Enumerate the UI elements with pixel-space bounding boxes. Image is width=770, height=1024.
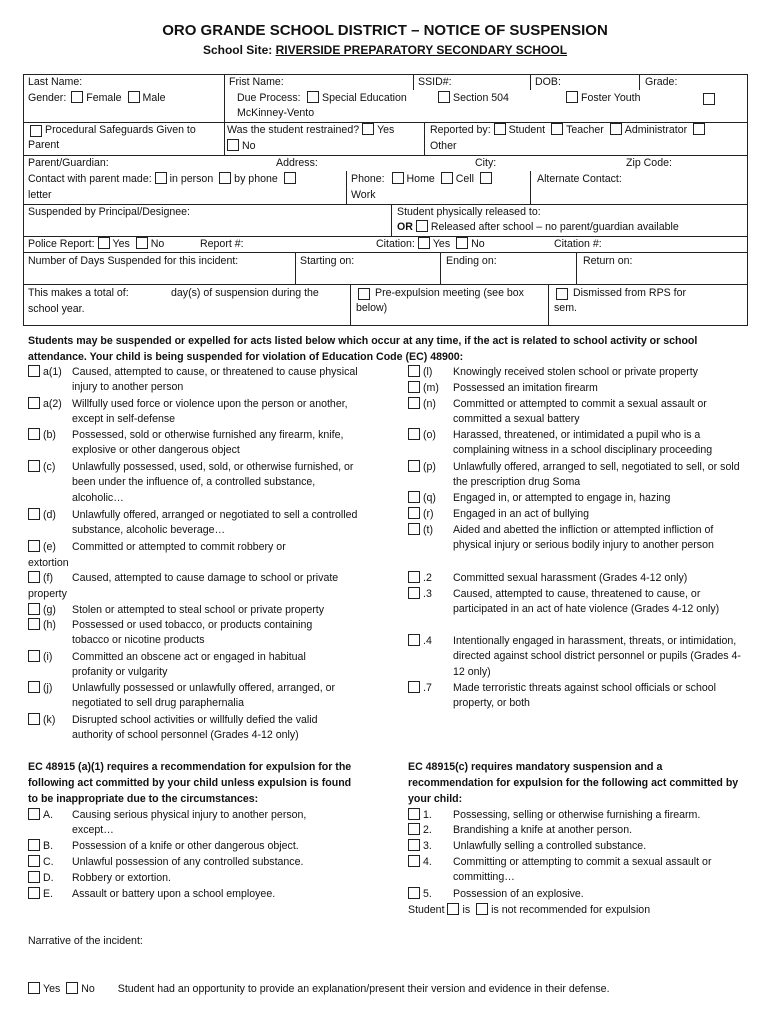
- ec48915c-checkbox[interactable]: [408, 855, 420, 867]
- dismissed-label: Dismissed from RPS for sem.: [554, 287, 687, 315]
- reported-admin-label: Administrator: [624, 124, 688, 136]
- city-field[interactable]: City:: [475, 157, 497, 169]
- citation-yes-checkbox[interactable]: [418, 237, 430, 249]
- opportunity-yes-checkbox[interactable]: [28, 982, 40, 994]
- by-phone-checkbox[interactable]: [219, 172, 231, 184]
- female-checkbox[interactable]: [71, 91, 83, 103]
- restrained-yes-checkbox[interactable]: [362, 123, 374, 135]
- work-label: Work: [351, 189, 376, 201]
- reported-student-label: Student: [508, 124, 546, 136]
- police-report-label: Police Report:: [28, 238, 95, 250]
- phone-label: Phone:: [351, 173, 385, 185]
- section504-checkbox[interactable]: [438, 91, 450, 103]
- foster-label: Foster Youth: [581, 92, 641, 104]
- address-field[interactable]: Address:: [276, 157, 318, 169]
- female-label: Female: [86, 92, 122, 104]
- violation-checkbox[interactable]: [28, 603, 40, 615]
- restrained-no-checkbox[interactable]: [227, 139, 239, 151]
- opportunity-yes-label: Yes: [43, 983, 61, 995]
- reported-admin-checkbox[interactable]: [610, 123, 622, 135]
- ec48915a-checkbox[interactable]: [28, 871, 40, 883]
- citation-row: [376, 237, 485, 252]
- expulsion-recommendation-row: [408, 903, 650, 918]
- reported-other-checkbox[interactable]: [693, 123, 705, 135]
- restrained-row: [227, 123, 394, 138]
- grade-field[interactable]: Grade:: [645, 76, 678, 88]
- violation-checkbox[interactable]: [408, 523, 420, 535]
- contact-row: [28, 172, 299, 187]
- or-label: OR: [397, 221, 413, 233]
- ec48915a-checkbox[interactable]: [28, 855, 40, 867]
- ssid-field[interactable]: SSID#:: [418, 76, 452, 88]
- reported-student-checkbox[interactable]: [494, 123, 506, 135]
- return-on-field[interactable]: Return on:: [583, 255, 633, 267]
- cell-label: Cell: [455, 173, 474, 185]
- violation-f-cont: property: [28, 588, 67, 600]
- violation-checkbox[interactable]: [28, 365, 40, 377]
- school-site: [0, 42, 770, 59]
- male-label: Male: [142, 92, 166, 104]
- page-title: ORO GRANDE SCHOOL DISTRICT – NOTICE OF SUSPENSION: [162, 22, 608, 39]
- restrained-label: Was the student restrained?: [227, 124, 360, 136]
- days-suspended-field[interactable]: Number of Days Suspended for this incident:: [28, 255, 239, 267]
- violation-checkbox[interactable]: [408, 571, 420, 583]
- total-of-label[interactable]: This makes a total of:: [28, 287, 129, 299]
- school-site-label: School Site:: [202, 43, 273, 57]
- police-yes-checkbox[interactable]: [98, 237, 110, 249]
- zip-field[interactable]: Zip Code:: [626, 157, 672, 169]
- violation-checkbox[interactable]: [28, 460, 40, 472]
- restrained-no-option: [227, 139, 256, 154]
- police-no-checkbox[interactable]: [136, 237, 148, 249]
- ec48915a-heading: EC 48915 (a)(1) requires a recommendation for expulsion for the following act committed by your child unless expulsion is found to be inappropriate due to the circumstances:: [28, 761, 352, 805]
- school-year-label: school year.: [28, 303, 85, 315]
- gender-label: Gender:: [28, 92, 67, 104]
- violation-checkbox[interactable]: [408, 365, 420, 377]
- in-person-checkbox[interactable]: [155, 172, 167, 184]
- opportunity-row: [28, 982, 610, 997]
- police-no-label: No: [150, 238, 165, 250]
- reported-by-label: Reported by:: [430, 124, 491, 136]
- work-checkbox[interactable]: [480, 172, 492, 184]
- recommended-is-label: is: [462, 904, 471, 916]
- by-phone-label: by phone: [234, 173, 278, 185]
- recommended-is-checkbox[interactable]: [447, 903, 459, 915]
- reported-by-row: [430, 123, 708, 138]
- ec48915c-checkbox[interactable]: [408, 839, 420, 851]
- pre-expulsion-label: Pre-expulsion meeting (see box below): [356, 287, 524, 315]
- violation-checkbox[interactable]: [28, 650, 40, 662]
- violation-checkbox[interactable]: [408, 507, 420, 519]
- violation-checkbox[interactable]: [28, 713, 40, 725]
- violation-checkbox[interactable]: [28, 618, 40, 630]
- first-name-field[interactable]: Frist Name:: [229, 76, 284, 88]
- reported-teacher-checkbox[interactable]: [551, 123, 563, 135]
- violation-checkbox[interactable]: [28, 508, 40, 520]
- starting-on-field[interactable]: Starting on:: [300, 255, 355, 267]
- citation-no-checkbox[interactable]: [456, 237, 468, 249]
- violations-intro: Students may be suspended or expelled for acts listed below which occur at any time, if the act is related to school activity or school attendance. Your child is being suspended for violation of Education Code (EC) 48900:: [28, 335, 698, 363]
- ec48915a-checkbox[interactable]: [28, 887, 40, 899]
- restrained-no-label: No: [242, 140, 256, 152]
- days-during-label: day(s) of suspension during the: [171, 287, 319, 299]
- police-report-row: [28, 237, 164, 252]
- violation-checkbox[interactable]: [408, 681, 420, 693]
- violation-e-cont: extortion: [28, 557, 69, 569]
- violation-checkbox[interactable]: [28, 540, 40, 552]
- citation-num-field[interactable]: Citation #:: [554, 238, 602, 250]
- foster-option: [566, 91, 641, 106]
- citation-yes-label: Yes: [432, 238, 451, 250]
- citation-label: Citation:: [376, 238, 415, 250]
- released-to-label: Student physically released to:: [397, 206, 541, 218]
- reported-teacher-label: Teacher: [566, 124, 604, 136]
- police-yes-label: Yes: [112, 238, 130, 250]
- special-ed-option: [307, 91, 407, 106]
- opportunity-no-label: No: [81, 983, 95, 995]
- parent-guardian-field[interactable]: Parent/Guardian:: [28, 157, 109, 169]
- violation-checkbox[interactable]: [28, 428, 40, 440]
- violation-checkbox[interactable]: [408, 381, 420, 393]
- phone-row: [351, 172, 495, 187]
- section504-option: [438, 91, 509, 106]
- ec48915c-checkbox[interactable]: [408, 887, 420, 899]
- opportunity-text: Student had an opportunity to provide an explanation/present their version and evidence in their defense.: [117, 983, 610, 995]
- violation-checkbox[interactable]: [408, 460, 420, 472]
- ec48915a-checkbox[interactable]: [28, 808, 40, 820]
- released-after-checkbox[interactable]: [416, 220, 428, 232]
- released-after-label: Released after school – no parent/guardian available: [430, 221, 679, 233]
- school-site-name: RIVERSIDE PREPARATORY SECONDARY SCHOOL: [275, 43, 568, 57]
- ec48915c-checkbox[interactable]: [408, 808, 420, 820]
- ec48915a-checkbox[interactable]: [28, 839, 40, 851]
- mckinney-checkbox[interactable]: [703, 93, 715, 105]
- safeguards-label: Procedural Safeguards Given to Parent: [28, 124, 196, 152]
- in-person-label: in person: [169, 173, 214, 185]
- ending-on-field[interactable]: Ending on:: [446, 255, 497, 267]
- male-checkbox[interactable]: [128, 91, 140, 103]
- reported-other-label: Other: [430, 140, 457, 152]
- last-name-field[interactable]: Last Name:: [28, 76, 83, 88]
- restrained-yes-label: Yes: [377, 124, 395, 136]
- home-label: Home: [406, 173, 435, 185]
- letter-checkbox[interactable]: [284, 172, 296, 184]
- violation-checkbox[interactable]: [28, 681, 40, 693]
- cell-checkbox[interactable]: [441, 172, 453, 184]
- opportunity-no-checkbox[interactable]: [66, 982, 78, 994]
- mckinney-label: McKinney-Vento: [237, 107, 315, 119]
- violation-checkbox[interactable]: [408, 428, 420, 440]
- special-ed-checkbox[interactable]: [307, 91, 319, 103]
- report-num-field[interactable]: Report #:: [200, 238, 244, 250]
- due-process-label: Due Process:: [237, 92, 301, 104]
- recommended-not-checkbox[interactable]: [476, 903, 488, 915]
- ec48915c-heading: EC 48915(c) requires mandatory suspension and a recommendation for expulsion for the following act committed by your child:: [408, 761, 739, 805]
- special-ed-label: Special Education: [322, 92, 407, 104]
- section504-label: Section 504: [453, 92, 509, 104]
- violation-checkbox[interactable]: [408, 491, 420, 503]
- violation-checkbox[interactable]: [408, 634, 420, 646]
- suspended-by-field[interactable]: Suspended by Principal/Designee:: [28, 206, 190, 218]
- contact-label: Contact with parent made:: [28, 173, 152, 185]
- violation-checkbox[interactable]: [408, 397, 420, 409]
- violation-checkbox[interactable]: [28, 397, 40, 409]
- recommended-not-label: is not recommended for expulsion: [491, 904, 651, 916]
- citation-no-label: No: [471, 238, 485, 250]
- home-checkbox[interactable]: [392, 172, 404, 184]
- alt-contact-field[interactable]: Alternate Contact:: [537, 173, 622, 185]
- violation-checkbox[interactable]: [408, 587, 420, 599]
- violation-checkbox[interactable]: [28, 571, 40, 583]
- gender-row: [28, 91, 165, 106]
- ec48915c-checkbox[interactable]: [408, 823, 420, 835]
- letter-label: letter: [28, 189, 52, 201]
- released-after-row: [397, 220, 679, 235]
- foster-checkbox[interactable]: [566, 91, 578, 103]
- narrative-label[interactable]: Narrative of the incident:: [28, 935, 143, 947]
- recommend-student-label: Student: [408, 904, 445, 916]
- dob-field[interactable]: DOB:: [535, 76, 561, 88]
